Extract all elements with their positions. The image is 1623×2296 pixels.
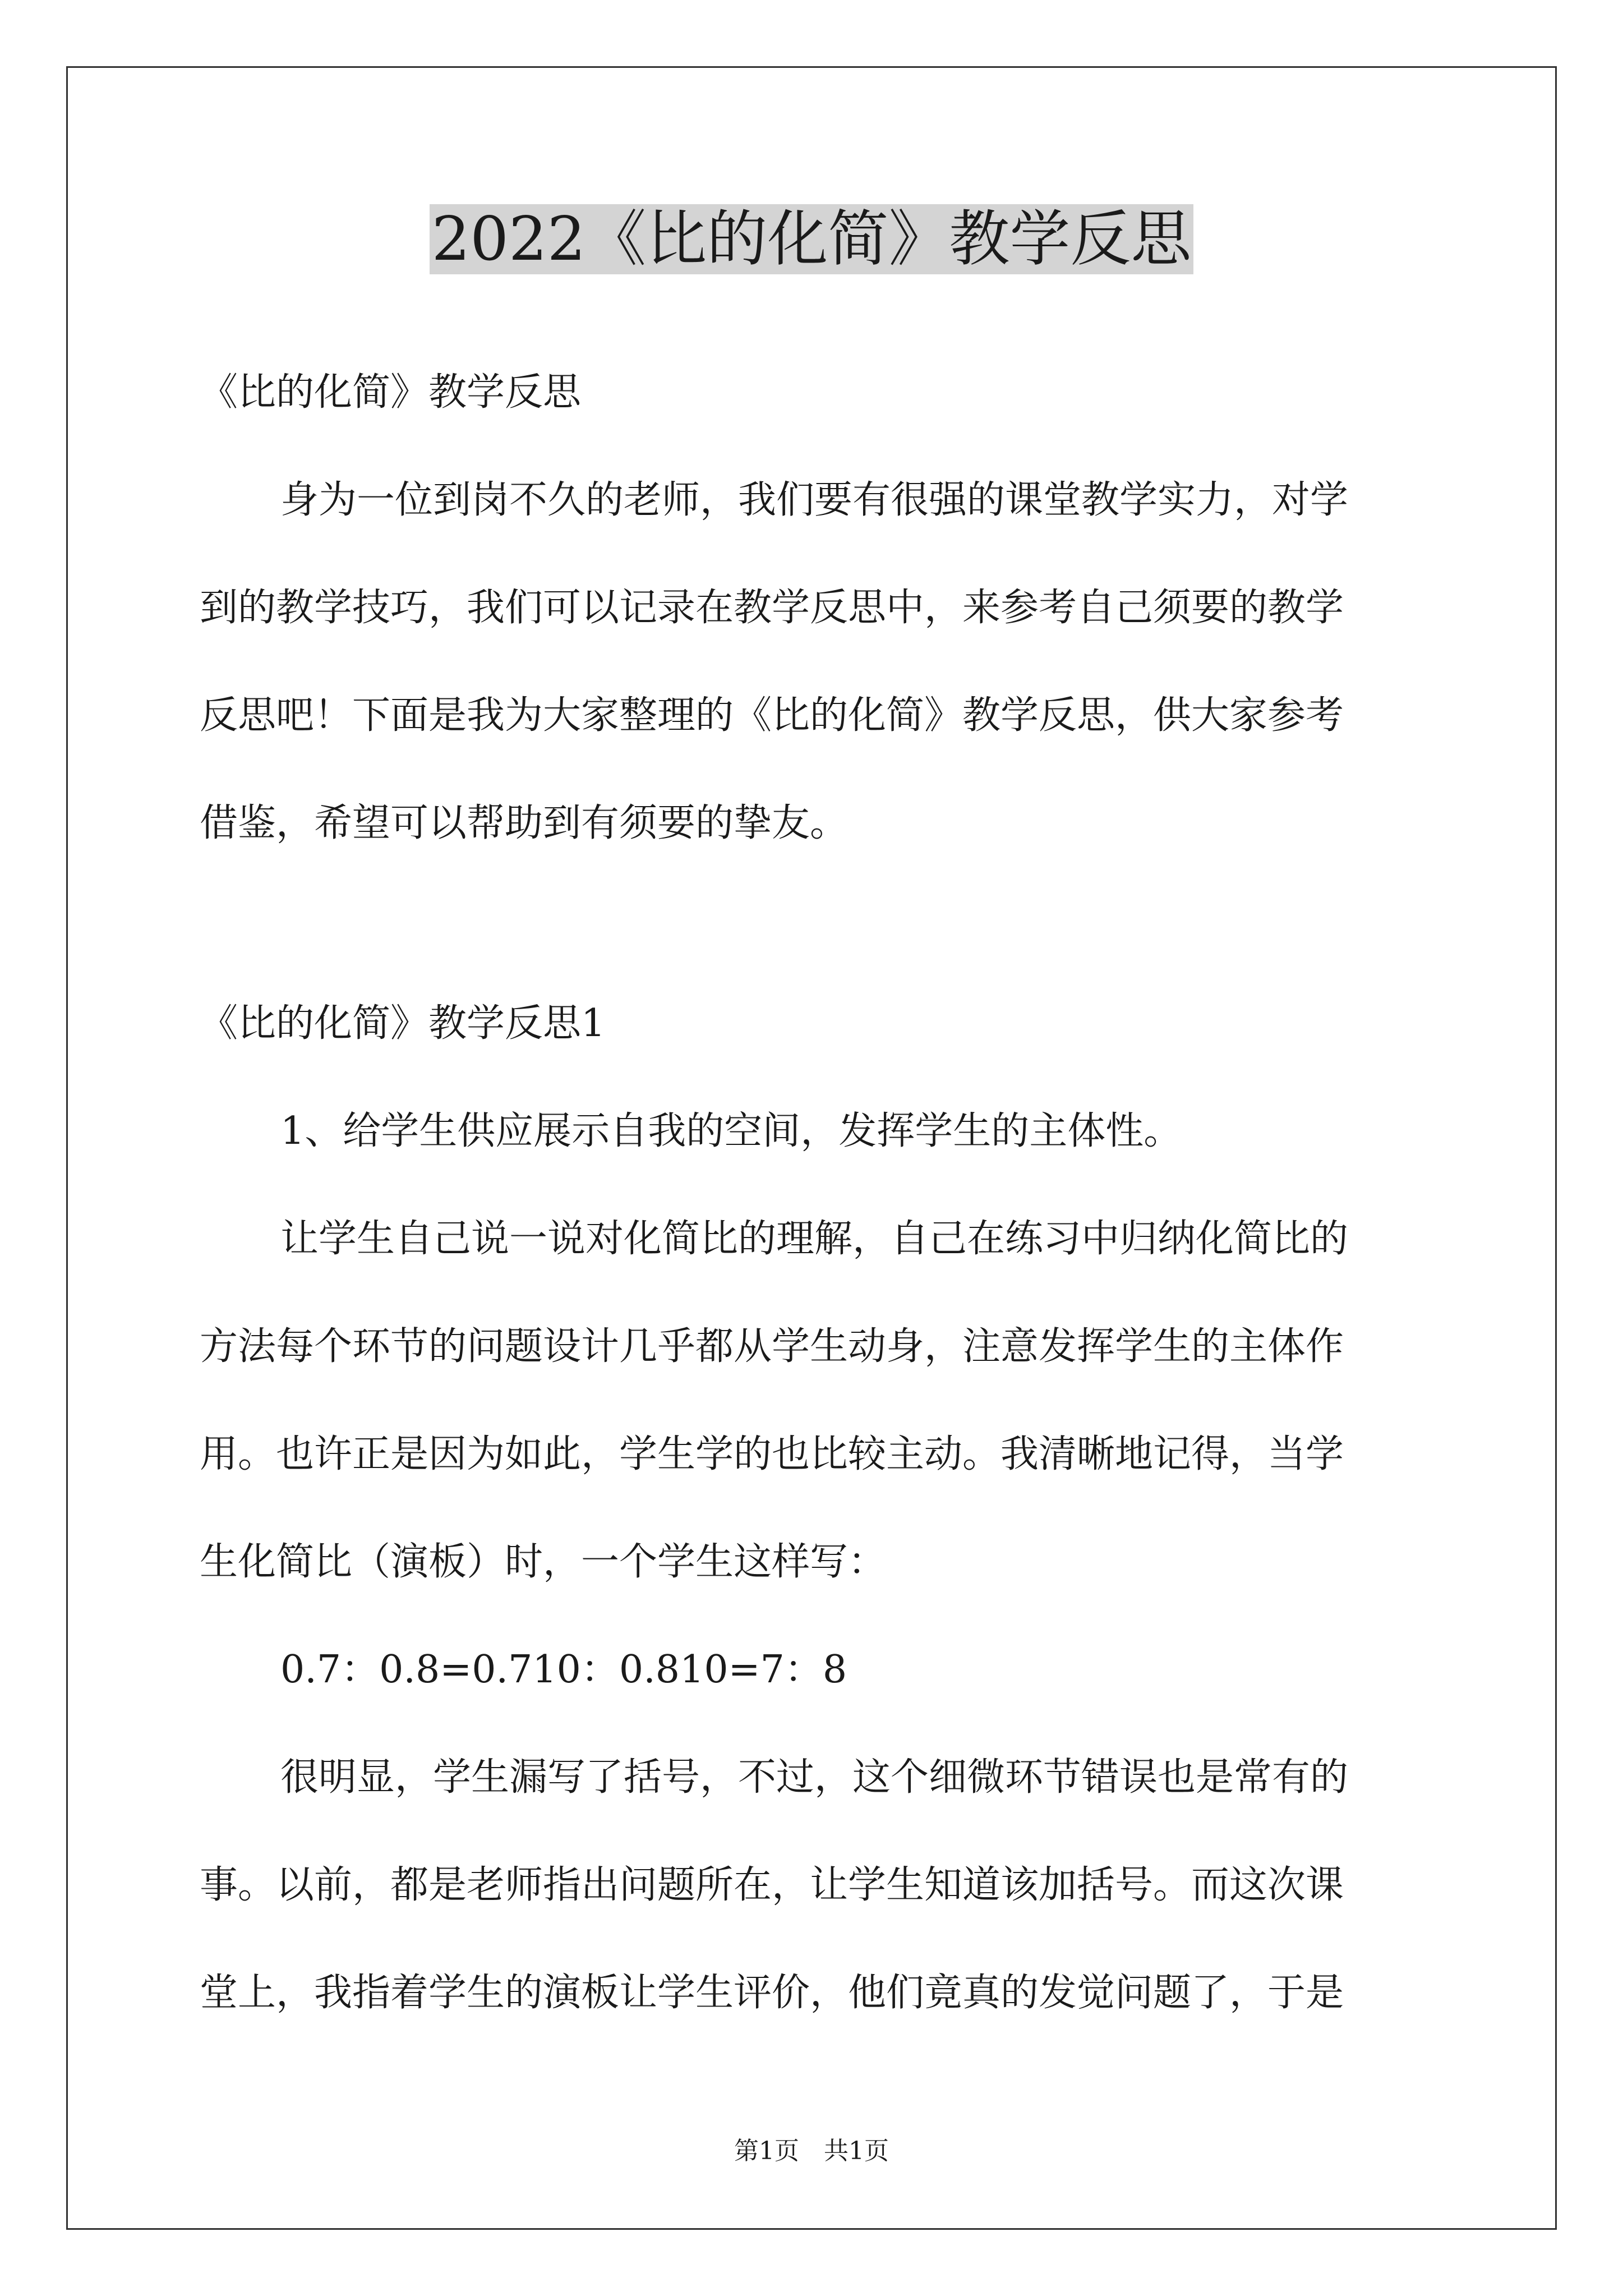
- paragraph-line: 事。以前，都是老师指出问题所在，让学生知道该加括号。而这次课: [200, 1863, 1344, 1907]
- paragraph-line: 用。也许正是因为如此，学生学的也比较主动。我清晰地记得，当学: [200, 1432, 1344, 1476]
- document-title-text: 2022《比的化简》教学反思: [430, 204, 1194, 274]
- page-footer: 第1页 共1页: [734, 2137, 889, 2165]
- section-heading: 《比的化简》教学反思1: [200, 1001, 606, 1046]
- paragraph-line: 到的教学技巧，我们可以记录在教学反思中，来参考自己须要的教学: [200, 586, 1344, 630]
- body-paragraph-2: [200, 1185, 1428, 1616]
- point-one: 1、给学生供应展示自我的空间，发挥学生的主体性。: [280, 1109, 1182, 1153]
- document-title: [0, 197, 1623, 282]
- paragraph-line: 身为一位到岗不久的老师，我们要有很强的课堂教学实力，对学: [280, 478, 1349, 522]
- paragraph-line: 很明显，学生漏写了括号，不过，这个细微环节错误也是常有的: [280, 1755, 1349, 1800]
- paragraph-line: 堂上，我指着学生的演板让学生评价，他们竟真的发觉问题了，于是: [200, 1971, 1344, 2015]
- body-paragraph-3: [200, 1724, 1428, 2047]
- formula-line: 0.7：0.8=0.710：0.810=7：8: [280, 1648, 847, 1692]
- paragraph-line: 反思吧！下面是我为大家整理的《比的化简》教学反思，供大家参考: [200, 693, 1344, 738]
- paragraph-line: 让学生自己说一说对化简比的理解，自己在练习中归纳化简比的: [280, 1217, 1349, 1261]
- subtitle: 《比的化简》教学反思: [200, 370, 582, 415]
- intro-paragraph: [200, 447, 1428, 877]
- paragraph-line: 借鉴，希望可以帮助到有须要的挚友。: [200, 801, 849, 845]
- paragraph-line: 方法每个环节的问题设计几乎都从学生动身，注意发挥学生的主体作: [200, 1324, 1344, 1369]
- paragraph-line: 生化简比（演板）时，一个学生这样写：: [200, 1540, 887, 1584]
